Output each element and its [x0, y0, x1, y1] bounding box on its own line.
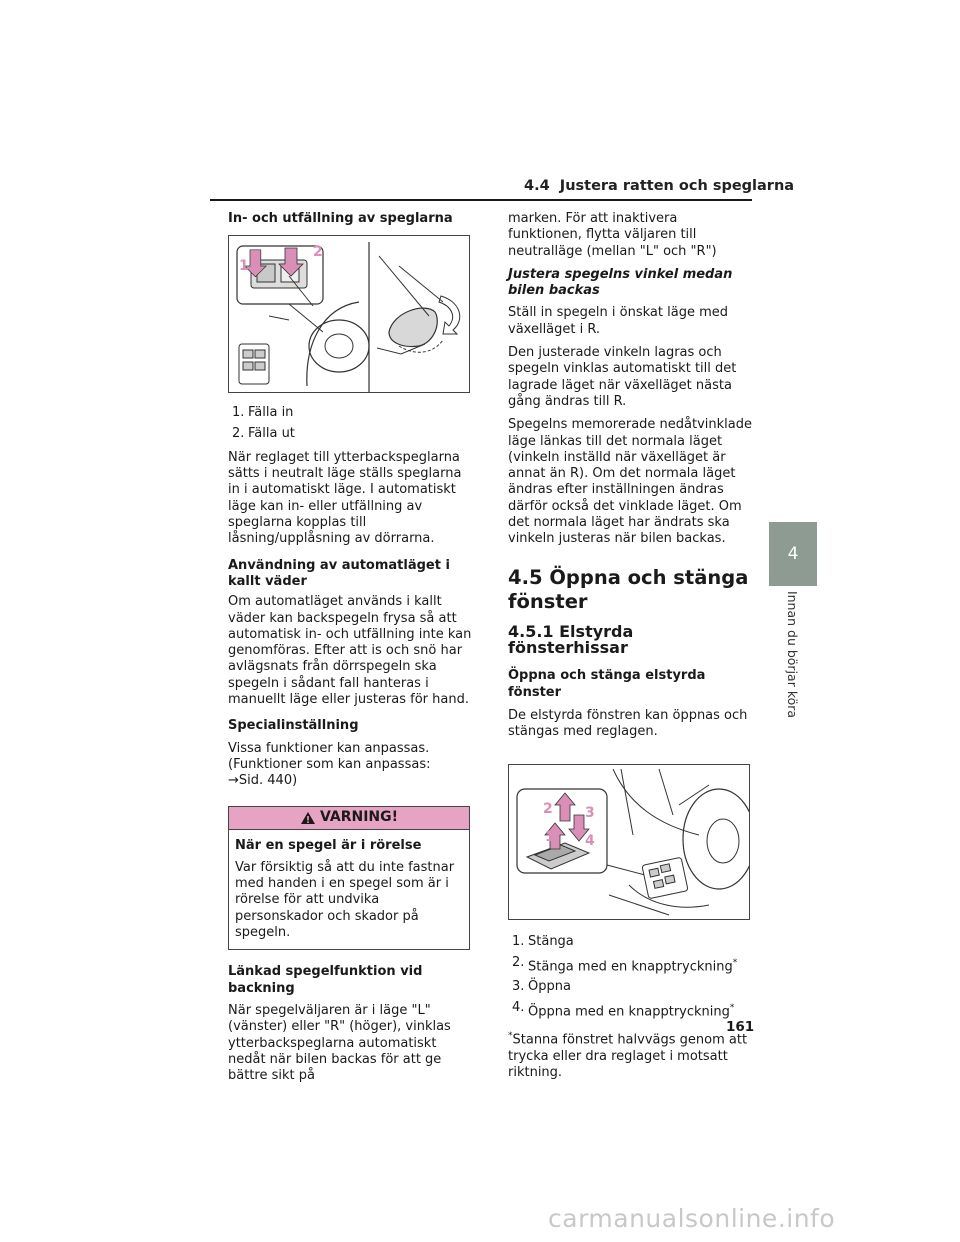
paragraph-memorized-position: Spegelns memorerade nedåtvinklade läge länkas till det normala läget (vinkeln inställd när växelläget är annat än R). Om det normala läget ändras efter inställningen ändras därför också det vinklade läget. Om det normala läget har ändrats ska vinkeln justeras när bilen backas.	[508, 417, 752, 547]
list-item	[508, 955, 754, 976]
page-reference-link[interactable]: →Sid. 440)	[228, 773, 298, 789]
list-item	[228, 426, 472, 442]
footnote-mark: *	[508, 1031, 513, 1042]
figure2-label-4: 4	[585, 833, 595, 850]
paragraph-cold-weather: Om automatläget används i kallt väder kan backspegeln frysa så att automatisk in- och utfällning inte kan genomföras. Efter att is och snö har avlägsnats från dörrspegeln ska spegeln i sådant fall hanteras i manuellt läge eller justeras för hand.	[228, 594, 472, 708]
heading-open-close-windows: Öppna och stänga elstyrda fönster	[508, 668, 706, 700]
list-item-number: 2.	[512, 954, 525, 970]
warning-subheading: När en spegel är i rörelse	[235, 837, 422, 853]
paragraph-linked-reverse: När spegelväljaren är i läge "L" (vänster) eller "R" (höger), vinklas ytterbackspeglarna automatiskt nedåt när bilen backas för att ge bättre sikt på	[228, 1002, 451, 1084]
list-item	[228, 405, 472, 421]
heading-linked-reverse: Länkad spegelfunktion vid backning	[228, 964, 423, 996]
list-item	[508, 1000, 754, 1021]
mirror-fold-drawing	[229, 236, 469, 392]
paragraph-set-mirror: Ställ in spegeln i önskat läge med växelläget i R.	[508, 305, 728, 337]
heading-special-setting: Specialinställning	[228, 718, 359, 734]
list-item-number: 3.	[512, 979, 525, 995]
chapter-tab[interactable]	[769, 522, 817, 586]
footnote-marker: *	[732, 957, 738, 968]
figure2-label-3: 3	[585, 805, 595, 822]
figure1-label-2: 2	[313, 244, 323, 261]
subsection-title: 4.5.1 Elstyrda fönsterhissar	[508, 621, 634, 657]
list-item-number: 1.	[232, 405, 245, 421]
header-rule	[210, 199, 752, 201]
list-item-number: 2.	[232, 425, 245, 441]
list-item-text: Fälla in	[248, 405, 294, 421]
power-window-illustration	[508, 764, 750, 920]
list-item-label: Stänga med en knapptryckning	[528, 959, 733, 975]
running-header	[524, 178, 794, 194]
right-column	[508, 211, 754, 1088]
heading-adjust-angle-reverse: Justera spegelns vinkel medan bilen backas	[508, 266, 733, 299]
paragraph-disable-function: marken. För att inaktivera funktionen, flytta väljaren till neutralläge (mellan "L" och "R")	[508, 211, 717, 259]
warning-text: Var försiktig så att du inte fastnar med handen i en spegel som är i rörelse för att undvika personskador och skador på spegeln.	[235, 859, 455, 941]
header-title: Justera ratten och speglarna	[559, 178, 795, 194]
special-setting-text: Vissa funktioner kan anpassas. (Funktioner som kan anpassas:	[228, 740, 431, 772]
mirror-fold-illustration	[228, 235, 470, 393]
chapter-tab-text: Innan du börjar köra	[785, 590, 801, 718]
list-item-text	[528, 1000, 734, 1021]
heading-cold-weather: Användning av automatläget i kallt väder	[228, 557, 450, 589]
chapter-tab-number: 4	[787, 544, 799, 564]
list-item-number: 1.	[512, 934, 525, 950]
list-item-text: Öppna	[528, 979, 571, 995]
header-section-number: 4.4	[524, 178, 550, 194]
list-item-number: 4.	[512, 999, 525, 1015]
footnote-text: Stanna fönstret halvvägs genom att trycka eller dra reglaget i motsatt riktning.	[508, 1032, 748, 1081]
page-number: 161	[726, 1019, 755, 1035]
paragraph-neutral-mode: När reglaget till ytterbackspeglarna sätts i neutralt läge ställs speglarna in i automatiskt läge. I automatiskt läge kan in- eller utfällning av speglarna kopplas till låsning/upplåsning av dörrarna.	[228, 449, 462, 547]
watermark: carmanualsonline.info	[548, 1204, 836, 1233]
paragraph-windows-controls: De elstyrda fönstren kan öppnas och stängas med reglagen.	[508, 707, 748, 740]
chapter-tab-label	[750, 590, 836, 718]
section-title: 4.5 Öppna och stänga fönster	[508, 565, 749, 613]
figure1-label-1: 1	[239, 258, 249, 275]
paragraph-angle-stored: Den justerade vinkeln lagras och spegeln vinklas automatiskt till det lagrade läget när växelläget nästa gång ändras till R.	[508, 345, 737, 409]
heading-mirror-folding: In- och utfällning av speglarna	[228, 211, 453, 226]
left-column	[228, 211, 472, 1091]
figure2-label-1: 1	[545, 829, 555, 846]
power-window-drawing	[509, 765, 749, 919]
warning-title: VARNING!	[319, 809, 399, 826]
paragraph-special-setting	[228, 741, 472, 790]
warning-header	[229, 807, 469, 830]
warning-body	[229, 830, 469, 950]
list-item-text: Fälla ut	[248, 425, 295, 441]
figure2-label-2: 2	[543, 801, 553, 818]
list-item	[508, 979, 754, 995]
footnote	[508, 1028, 754, 1081]
warning-box	[228, 806, 470, 951]
list-item-label: Öppna med en knapptryckning	[528, 1003, 730, 1019]
list-item	[508, 934, 754, 950]
footnote-marker: *	[729, 1002, 735, 1013]
warning-triangle-icon	[300, 811, 316, 825]
list-item-text: Stänga	[528, 934, 574, 950]
list-item-text	[528, 955, 737, 976]
